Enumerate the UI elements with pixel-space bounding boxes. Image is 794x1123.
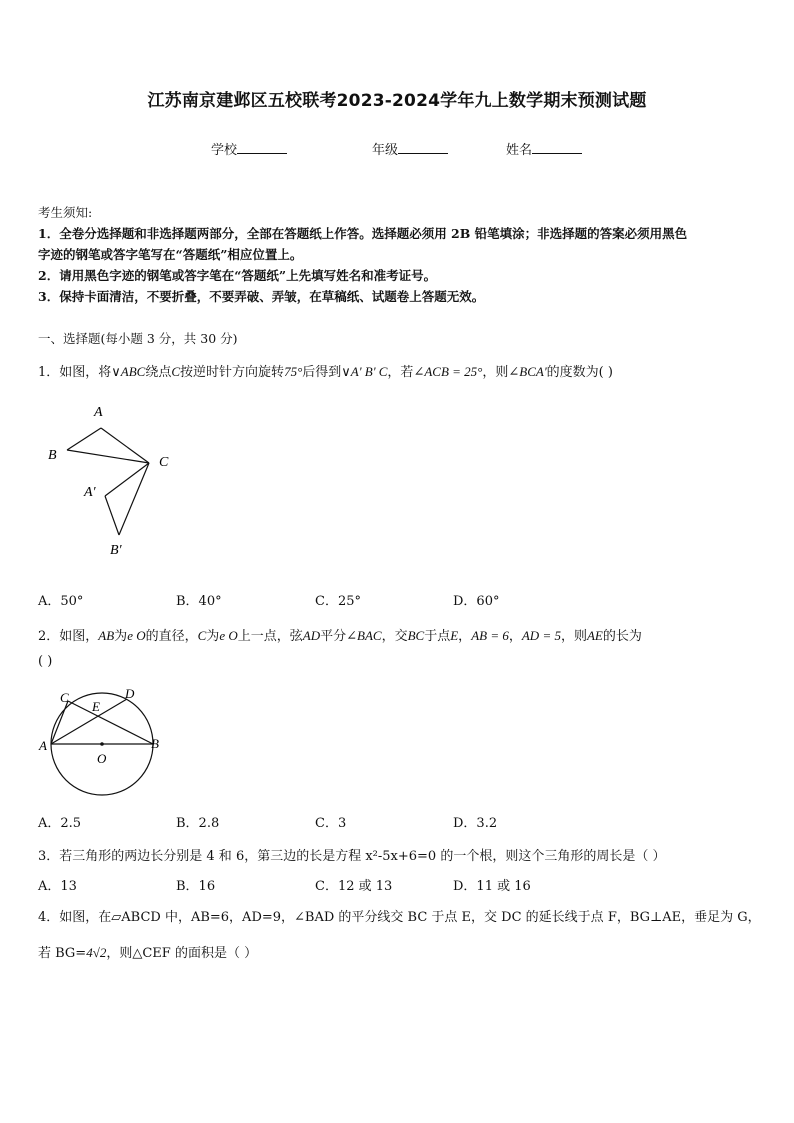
q2-t2: 的直径， [145, 629, 198, 644]
q1-option-b[interactable]: B．40° [176, 594, 222, 609]
notice-line-1a: 1．全卷分选择题和非选择题两部分，全部在答题纸上作答。选择题必须用 2B 铅笔填涂；非选择题的答案必须用黑色 [38, 226, 688, 241]
q2-ad: AD [302, 628, 321, 643]
page-title: 江苏南京建邺区五校联考2023-2024学年九上数学期末预测试题 [147, 91, 647, 111]
q2-ad5: AD = 5 [521, 628, 561, 643]
q1-eq: ∠ACB = 25° [413, 364, 483, 379]
q2-t1: 为 [114, 629, 128, 644]
label-B: B [151, 736, 159, 751]
q2-t5: 平分 [320, 629, 347, 644]
question-2 [38, 625, 642, 644]
q1-tri: ∨ABC [111, 364, 146, 379]
q2-bac: ∠BAC [346, 628, 382, 643]
q2-option-a[interactable]: A．2.5 [38, 816, 82, 831]
q2-option-c[interactable]: C．3 [315, 816, 347, 831]
chord-CB [68, 701, 153, 744]
q2-o1: e O [127, 628, 146, 643]
chord-AC [51, 701, 68, 744]
label-B-prime: B′ [110, 543, 122, 558]
q3-option-c[interactable]: C．12 或 13 [315, 879, 393, 894]
q2-paren: ( ) [38, 654, 53, 669]
question-4-line-1: 4．如图，在▱ABCD 中，AB=6，AD=9，∠BAD 的平分线交 BC 于点 E，交 DC 的延长线于点 F，BG⊥AE，垂足为 G， [38, 910, 761, 925]
q1-option-a[interactable]: A．50° [38, 594, 84, 609]
q2-t11: 的长为 [602, 629, 642, 644]
label-D: D [125, 686, 135, 701]
label-B: B [48, 448, 57, 463]
q2-ae: AE [586, 628, 603, 643]
q4-bg: 4√2 [86, 945, 107, 960]
q2-t7: 于点 [424, 629, 451, 644]
q1-tri2: ∨A' B' C [341, 364, 388, 379]
q1-t4: ，若 [387, 365, 414, 380]
question-3: 3．若三角形的两边长分别是 4 和 6，第三边的长是方程 x²-5x+6=0 的一个根，则这个三角形的周长是（ ） [38, 849, 666, 864]
school-blank[interactable] [237, 141, 287, 154]
notice-line-2: 2．请用黑色字迹的钢笔或答字笔在“答题纸”上先填写姓名和准考证号。 [38, 268, 437, 283]
q1-figure [40, 400, 190, 560]
label-C: C [60, 690, 69, 705]
q2-figure [36, 683, 171, 798]
q1-option-d[interactable]: D．60° [453, 594, 500, 609]
q2-o2: e O [219, 628, 238, 643]
notice-line-1b: 字迹的钢笔或答字笔写在“答题纸”相应位置上。 [38, 247, 303, 262]
label-O: O [97, 751, 107, 766]
notice-line-3: 3．保持卡面清洁，不要折叠，不要弄破、弄皱，在草稿纸、试题卷上答题无效。 [38, 289, 485, 304]
school-label: 学校 [211, 143, 238, 158]
q1-t3: 后得到 [302, 365, 342, 380]
section-heading: 一、选择题(每小题 3 分，共 30 分) [38, 331, 238, 346]
q2-e: E [450, 628, 459, 643]
segment-BC [67, 450, 149, 463]
grade-label: 年级 [372, 143, 399, 158]
q1-c: C [171, 364, 181, 379]
chord-AD [51, 699, 127, 744]
center-point [100, 742, 104, 746]
q2-c: C [197, 628, 207, 643]
question-1 [38, 361, 613, 380]
q2-option-b[interactable]: B．2.8 [176, 816, 220, 831]
q2-bc: BC [407, 628, 425, 643]
q2-t10: ，则 [560, 629, 587, 644]
q2-t8: ， [458, 629, 472, 644]
q3-option-a[interactable]: A．13 [38, 879, 77, 894]
grade-blank[interactable] [398, 141, 448, 154]
q3-option-b[interactable]: B．16 [176, 879, 216, 894]
q3-option-d[interactable]: D．11 或 16 [453, 879, 531, 894]
q1-t5: ，则 [482, 365, 509, 380]
label-A: A [39, 738, 47, 753]
question-4-line-2 [38, 942, 257, 961]
q1-num: 1．如图，将 [38, 365, 112, 380]
school-field[interactable] [211, 139, 287, 158]
q4-line2b: ，则△CEF 的面积是（ ） [106, 946, 258, 961]
segment-BA [67, 428, 101, 450]
q4-line2a: 若 BG= [38, 946, 87, 961]
q2-t9: ， [508, 629, 522, 644]
segment-AC [101, 428, 149, 463]
name-field[interactable] [506, 139, 582, 158]
q2-num: 2．如图， [38, 629, 99, 644]
notice-heading: 考生须知: [38, 205, 93, 220]
label-C: C [159, 455, 169, 470]
q1-t1: 绕点 [145, 365, 172, 380]
q2-ab6: AB = 6 [471, 628, 509, 643]
label-A: A [94, 405, 103, 420]
q1-option-c[interactable]: C．25° [315, 594, 361, 609]
segment-A2B2 [105, 496, 119, 535]
q2-t3: 为 [206, 629, 220, 644]
q2-option-d[interactable]: D．3.2 [453, 816, 498, 831]
q1-ask: ∠BCA' [508, 364, 547, 379]
label-A-prime: A′ [84, 485, 96, 500]
q1-t2: 按逆时针方向旋转 [180, 365, 285, 380]
label-E: E [92, 699, 100, 714]
name-blank[interactable] [532, 141, 582, 154]
q2-t4: 上一点，弦 [237, 629, 303, 644]
q1-t6: 的度数为( ) [546, 365, 613, 380]
q2-ab: AB [98, 628, 115, 643]
q2-t6: ，交 [381, 629, 408, 644]
q1-angle: 75° [284, 364, 303, 379]
grade-field[interactable] [372, 139, 448, 158]
name-label: 姓名 [506, 143, 533, 158]
